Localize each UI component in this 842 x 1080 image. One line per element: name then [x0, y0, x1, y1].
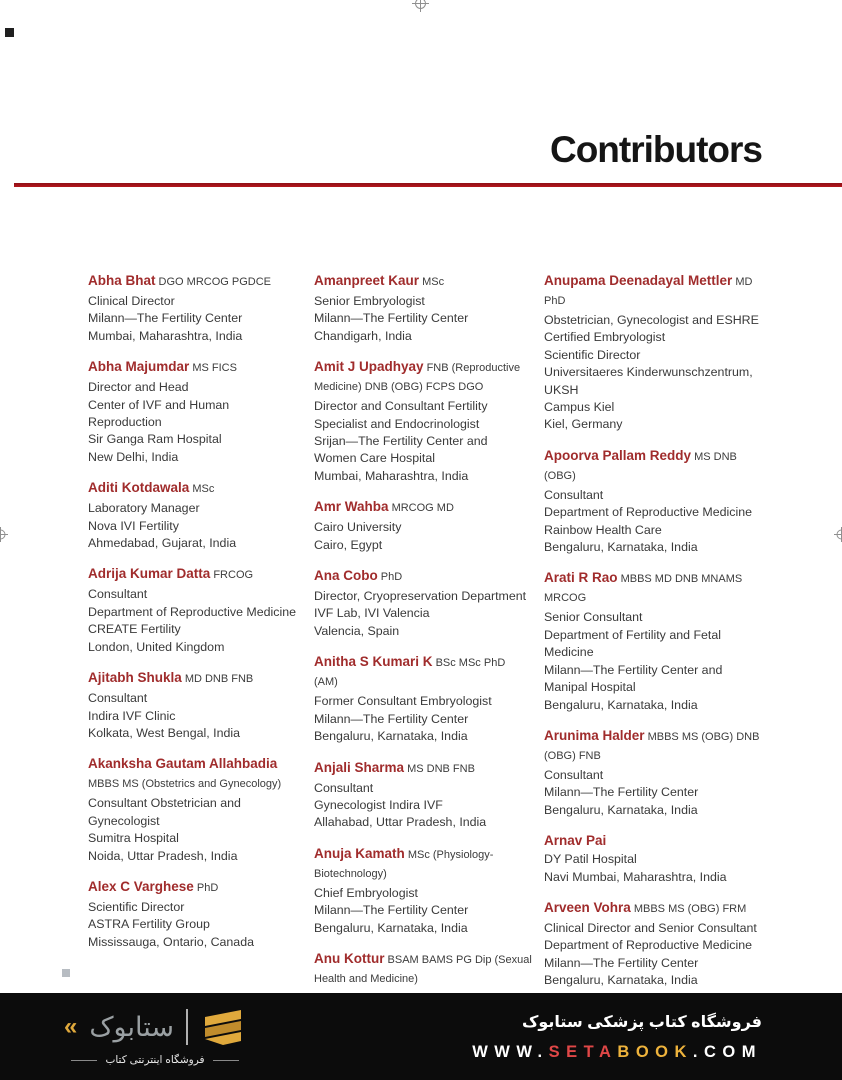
contributor-detail-line: Senior Consultant: [544, 610, 643, 625]
contributor-details: [88, 379, 302, 466]
contributor-detail-line: Clinical Director: [88, 294, 175, 308]
contributor-name: Abha Bhat: [88, 273, 156, 288]
contributor-heading: [314, 567, 532, 586]
contributor-heading: [314, 653, 532, 691]
contributor-details: [544, 851, 762, 886]
contributor-details: [88, 293, 302, 345]
contributor-entry: [88, 272, 302, 345]
contributor-detail-line: Navi Mumbai, Maharashtra, India: [544, 869, 727, 884]
contributor-details: [314, 519, 532, 554]
contributor-entry: [544, 447, 762, 557]
publisher-footer: [0, 993, 842, 1080]
contributor-detail-line: Department of Reproductive Medicine: [544, 938, 752, 953]
contributor-details: [88, 899, 302, 951]
contributor-detail-line: Nova IVI Fertility: [88, 518, 179, 533]
contributor-name: Anitha S Kumari K: [314, 654, 433, 670]
contributor-entry: [544, 899, 762, 990]
contributor-details: [88, 586, 302, 656]
contributor-detail-line: Cairo, Egypt: [314, 537, 383, 552]
logo-divider: [186, 1009, 188, 1045]
contributor-name: Adrija Kumar Datta: [88, 566, 211, 582]
contributor-detail-line: Consultant: [88, 587, 148, 602]
contributor-detail-line: IVF Lab, IVI Valencia: [314, 606, 430, 621]
title-rule: [14, 183, 842, 187]
contributor-entry: [544, 832, 762, 886]
contributors-column-1: [88, 272, 302, 1055]
contributor-details: [544, 487, 762, 557]
contributor-detail-line: Obstetrician, Gynecologist and ESHRE Certified Embryologist: [544, 313, 759, 345]
contributor-heading: [544, 727, 762, 765]
chevron-stack-icon: [200, 1007, 246, 1047]
contributor-detail-line: Department of Reproductive Medicine: [544, 505, 752, 520]
contributor-details: [88, 500, 302, 552]
logo-tagline: فروشگاه اینترنتی کتاب: [105, 1054, 205, 1066]
contributor-name: Arunima Halder: [544, 727, 645, 743]
contributor-heading: [544, 569, 762, 607]
contributor-detail-line: Universitaeres Kinderwunschzentrum, UKSH: [544, 365, 753, 397]
contributor-detail-line: Former Consultant Embryologist: [314, 694, 492, 709]
contributor-name: Alex C Varghese: [88, 878, 194, 894]
contributor-detail-line: Chandigarh, India: [314, 328, 412, 343]
contributor-detail-line: Kiel, Germany: [544, 417, 623, 432]
contributor-heading: [88, 755, 302, 793]
contributor-heading: [314, 498, 532, 517]
contributor-name: Anupama Deenadayal Mettler: [544, 273, 733, 288]
contributor-detail-line: New Delhi, India: [88, 449, 179, 464]
contributor-entry: [88, 669, 302, 742]
logo-wordmark: ستابوک: [89, 1011, 174, 1042]
contributor-detail-line: Milann—The Fertility Center: [314, 711, 469, 726]
crop-mark-left-icon: [0, 527, 8, 547]
contributor-credentials: BSAM BAMS PG Dip (Sexual Health and Medicine): [314, 953, 532, 985]
scan-artifact-square-top-left: [5, 28, 14, 37]
store-title-persian: فروشگاه کتاب پزشکی ستابوک: [521, 1013, 762, 1031]
contributor-entry: [544, 727, 762, 819]
contributor-details: [314, 398, 532, 485]
contributor-credentials: DGO MRCOG PGDCE: [155, 276, 272, 288]
contributor-heading: [88, 479, 302, 498]
contributor-entry: [88, 565, 302, 656]
contributor-detail-line: CREATE Fertility: [88, 622, 181, 637]
contributor-detail-line: Consultant: [314, 780, 374, 795]
setabook-logo: [64, 1007, 246, 1066]
contributor-heading: [88, 669, 302, 688]
contributor-name: Abha Majumdar: [88, 359, 190, 375]
contributor-credentials: BSc MSc PhD (AM): [314, 657, 506, 689]
contributor-detail-line: Laboratory Manager: [88, 501, 200, 516]
contributor-detail-line: Senior Embryologist: [314, 294, 425, 308]
contributor-details: [314, 293, 532, 345]
contributor-detail-line: Sir Ganga Ram Hospital: [88, 432, 222, 447]
contributor-detail-line: Cairo University: [314, 520, 402, 535]
contributor-entry: [314, 358, 532, 485]
contributor-heading: [88, 358, 302, 377]
contributor-heading: [88, 565, 302, 584]
contributor-detail-line: Gynecologist Indira IVF: [314, 797, 443, 812]
contributor-credentials: MS FICS: [189, 362, 237, 375]
contributor-detail-line: Mississauga, Ontario, Canada: [88, 934, 254, 949]
tagline-rule-left: [213, 1060, 239, 1061]
contributor-detail-line: Bengaluru, Karnataka, India: [314, 729, 468, 744]
contributor-credentials: FNB (Reproductive Medicine) DNB (OBG) FCPS DGO: [314, 362, 521, 394]
contributor-details: [314, 780, 532, 832]
contributor-detail-line: Bengaluru, Karnataka, India: [544, 697, 698, 712]
url-segment: WWW.: [472, 1042, 549, 1061]
contributor-credentials: MS DNB (OBG): [544, 450, 737, 482]
contributor-entry: [88, 479, 302, 552]
contributor-detail-line: Consultant: [88, 691, 148, 706]
contributor-credentials: MBBS MS (Obstetrics and Gynecology): [88, 778, 282, 791]
crop-mark-top-icon: [412, 0, 429, 17]
contributor-name: Arati R Rao: [544, 570, 618, 586]
contributor-detail-line: Sumitra Hospital: [88, 831, 179, 846]
contributors-column-3: [544, 272, 762, 1055]
contributor-detail-line: Bengaluru, Karnataka, India: [544, 973, 698, 988]
contributor-detail-line: Mumbai, Maharashtra, India: [88, 328, 243, 343]
contributor-name: Ajitabh Shukla: [88, 670, 182, 686]
tagline-rule-right: [71, 1060, 97, 1061]
contributor-detail-line: Milann—The Fertility Center: [314, 903, 469, 918]
contributor-detail-line: Indira IVF Clinic: [88, 708, 176, 723]
contributor-heading: [88, 272, 302, 291]
logo-chevron-icon: «: [64, 1013, 78, 1040]
contributor-details: [314, 693, 532, 745]
contributors-column-2: [314, 272, 532, 1055]
contributor-credentials: MRCOG MD: [388, 502, 454, 515]
contributor-detail-line: Director and Head: [88, 380, 189, 395]
contributor-heading: [544, 272, 762, 310]
contributors-list: [88, 272, 762, 1055]
contributor-details: [88, 690, 302, 742]
contributor-detail-line: Clinical Director and Senior Consultant: [544, 920, 757, 935]
contributor-entry: [314, 567, 532, 640]
contributor-name: Anjali Sharma: [314, 759, 405, 775]
url-segment: BOOK: [617, 1042, 693, 1061]
contributor-detail-line: Bengaluru, Karnataka, India: [544, 540, 698, 555]
contributor-heading: [314, 950, 532, 988]
contributor-detail-line: Noida, Uttar Pradesh, India: [88, 848, 238, 863]
contributor-heading: [88, 878, 302, 897]
contributor-credentials: PhD: [193, 881, 219, 894]
contributor-detail-line: London, United Kingdom: [88, 639, 225, 654]
url-segment: SETA: [548, 1042, 618, 1061]
crop-mark-right-icon: [834, 527, 842, 547]
contributor-detail-line: Kolkata, West Bengal, India: [88, 725, 240, 740]
contributor-entry: [314, 845, 532, 937]
setabook-logo-row: [64, 1007, 246, 1047]
contributor-heading: [544, 832, 762, 849]
contributor-detail-line: Srijan—The Fertility Center and Women Care Hospital: [314, 434, 488, 466]
contributor-name: Amr Wahba: [314, 499, 389, 515]
website-url: [472, 1043, 762, 1062]
contributor-detail-line: Campus Kiel: [544, 400, 615, 415]
contributor-heading: [314, 845, 532, 883]
contributor-credentials: MS DNB FNB: [404, 762, 475, 775]
contributor-entry: [88, 755, 302, 865]
contributor-credentials: FRCOG: [210, 569, 254, 582]
contributor-detail-line: Valencia, Spain: [314, 623, 400, 638]
contributor-detail-line: Director, Cryopreservation Department: [314, 589, 527, 604]
contributor-detail-line: Department of Reproductive Medicine: [88, 604, 296, 619]
contributor-details: [314, 885, 532, 937]
contributor-name: Amit J Upadhyay: [314, 359, 424, 375]
contributor-name: Anu Kottur: [314, 950, 385, 966]
contributor-entry: [314, 759, 532, 832]
contributor-detail-line: ASTRA Fertility Group: [88, 917, 210, 932]
contributor-details: [544, 312, 762, 434]
scan-artifact-square-bottom-left: [62, 969, 70, 977]
contributor-name: Anuja Kamath: [314, 845, 405, 861]
contributor-credentials: MSc: [419, 276, 445, 288]
contributor-credentials: MBBS MD DNB MNAMS MRCOG: [544, 573, 743, 605]
contributor-detail-line: Consultant: [544, 767, 604, 782]
contributor-detail-line: Scientific Director: [544, 347, 641, 362]
contributor-entry: [314, 272, 532, 345]
page-title: Contributors: [549, 129, 762, 170]
contributor-name: Amanpreet Kaur: [314, 273, 420, 288]
contributor-detail-line: Milann—The Fertility Center and Manipal Hospital: [544, 662, 723, 695]
contributor-heading: [314, 759, 532, 778]
contributor-details: [544, 767, 762, 819]
contributor-credentials: PhD: [377, 571, 403, 584]
contributor-name: Apoorva Pallam Reddy: [544, 447, 692, 463]
contributor-detail-line: DY Patil Hospital: [544, 852, 637, 867]
contributor-detail-line: Ahmedabad, Gujarat, India: [88, 536, 237, 551]
contributor-detail-line: Consultant: [544, 487, 604, 502]
contributor-detail-line: Mumbai, Maharashtra, India: [314, 468, 469, 483]
contributor-detail-line: Milann—The Fertility Center: [544, 955, 699, 970]
contributor-detail-line: Milann—The Fertility Center: [88, 311, 243, 326]
url-segment: .COM: [692, 1042, 762, 1061]
footer-right-block: [472, 1012, 762, 1062]
contributor-entry: [88, 878, 302, 951]
contributor-detail-line: Director and Consultant Fertility Specialist and Endocrinologist: [314, 399, 488, 431]
logo-tagline-row: [71, 1054, 238, 1066]
contributor-entry: [544, 272, 762, 434]
contributor-entry: [544, 569, 762, 713]
contributor-entry: [314, 498, 532, 554]
contributor-name: Ana Cobo: [314, 568, 378, 584]
contributor-detail-line: Milann—The Fertility Center: [544, 785, 699, 800]
contributor-details: [88, 795, 302, 865]
contributor-detail-line: Center of IVF and Human Reproduction: [88, 397, 230, 430]
contributor-credentials: MBBS MS (OBG) FRM: [630, 902, 747, 915]
contributor-heading: [544, 447, 762, 485]
contributor-details: [544, 609, 762, 713]
contributor-detail-line: Milann—The Fertility Center: [314, 311, 469, 326]
contributor-name: Arnav Pai: [544, 833, 607, 849]
contributor-name: Arveen Vohra: [544, 899, 631, 915]
contributor-name: Akanksha Gautam Allahbadia: [88, 756, 278, 772]
contributor-heading: [314, 272, 532, 291]
contributor-detail-line: Scientific Director: [88, 899, 185, 914]
contributor-detail-line: Chief Embryologist: [314, 885, 418, 900]
contributor-detail-line: Department of Fertility and Fetal Medicine: [544, 627, 721, 660]
contributor-credentials: MD DNB FNB: [181, 673, 254, 686]
contributor-heading: [314, 358, 532, 396]
contributor-detail-line: Bengaluru, Karnataka, India: [544, 802, 698, 817]
contributor-entry: [314, 653, 532, 745]
contributor-name: Aditi Kotdawala: [88, 480, 190, 496]
contributor-detail-line: Consultant Obstetrician and Gynecologist: [88, 796, 241, 828]
contributor-credentials: MD PhD: [544, 276, 753, 307]
contributor-details: [544, 920, 762, 990]
contributor-detail-line: Rainbow Health Care: [544, 522, 662, 537]
contributor-details: [314, 588, 532, 640]
contributor-heading: [544, 899, 762, 918]
contributor-detail-line: Bengaluru, Karnataka, India: [314, 920, 468, 935]
contributor-detail-line: Allahabad, Uttar Pradesh, India: [314, 815, 487, 830]
contributor-entry: [88, 358, 302, 466]
contributor-credentials: MSc (Physiology-Biotechnology): [314, 848, 494, 880]
contributor-credentials: MSc: [189, 483, 215, 496]
contributor-credentials: MBBS MS (OBG) DNB (OBG) FNB: [544, 730, 760, 762]
